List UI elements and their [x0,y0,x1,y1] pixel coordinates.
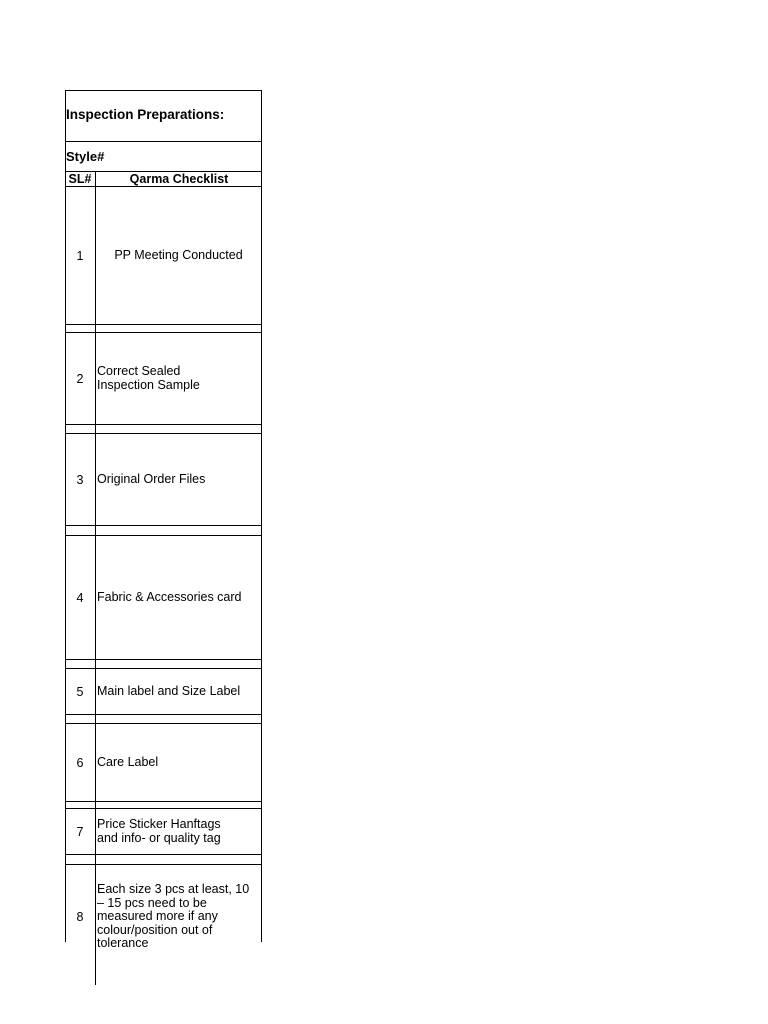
checklist-column-header: Qarma Checklist [129,172,229,186]
table-row [65,187,262,325]
checklist-item-label: Main label and Size Label [97,683,241,698]
row-divider [65,425,262,434]
row-number: 4 [65,536,96,659]
row-number: 7 [65,809,96,854]
checklist-item-label: Fabric & Accessories card [97,589,242,604]
row-divider [65,855,262,865]
table-row [65,434,262,526]
row-number: 2 [65,333,96,424]
row-number: 6 [65,724,96,801]
row-divider [65,802,262,809]
table-row [65,724,262,802]
table-row [65,809,262,855]
sl-column-header: SL# [65,172,96,186]
table-row [65,865,262,985]
style-label: Style# [66,149,105,164]
page-title: Inspection Preparations: [66,107,225,122]
checklist-item-label: PP Meeting Conducted [114,247,243,262]
row-divider [65,660,262,669]
row-number: 3 [65,434,96,525]
row-divider [65,715,262,724]
checklist-item-label: Each size 3 pcs at least, 10 – 15 pcs need to be measured more if any colour/position out of tolerance [97,882,250,950]
row-divider [65,325,262,333]
checklist-item-label: Care Label [97,754,159,769]
table-row [65,536,262,660]
row-number: 5 [65,669,96,714]
checklist-item-label: Correct Sealed Inspection Sample [97,364,200,392]
table-header [65,172,262,187]
table-row [65,333,262,425]
checklist-sheet [65,90,262,950]
checklist-item-label: Original Order Files [97,471,206,486]
checklist-item-label: Price Sticker Hanftags and info- or quality tag [97,817,221,845]
row-number: 8 [65,865,96,985]
style-row [65,142,262,172]
row-divider [65,526,262,536]
title-row [65,90,262,142]
table-row [65,669,262,715]
row-number: 1 [65,187,96,324]
